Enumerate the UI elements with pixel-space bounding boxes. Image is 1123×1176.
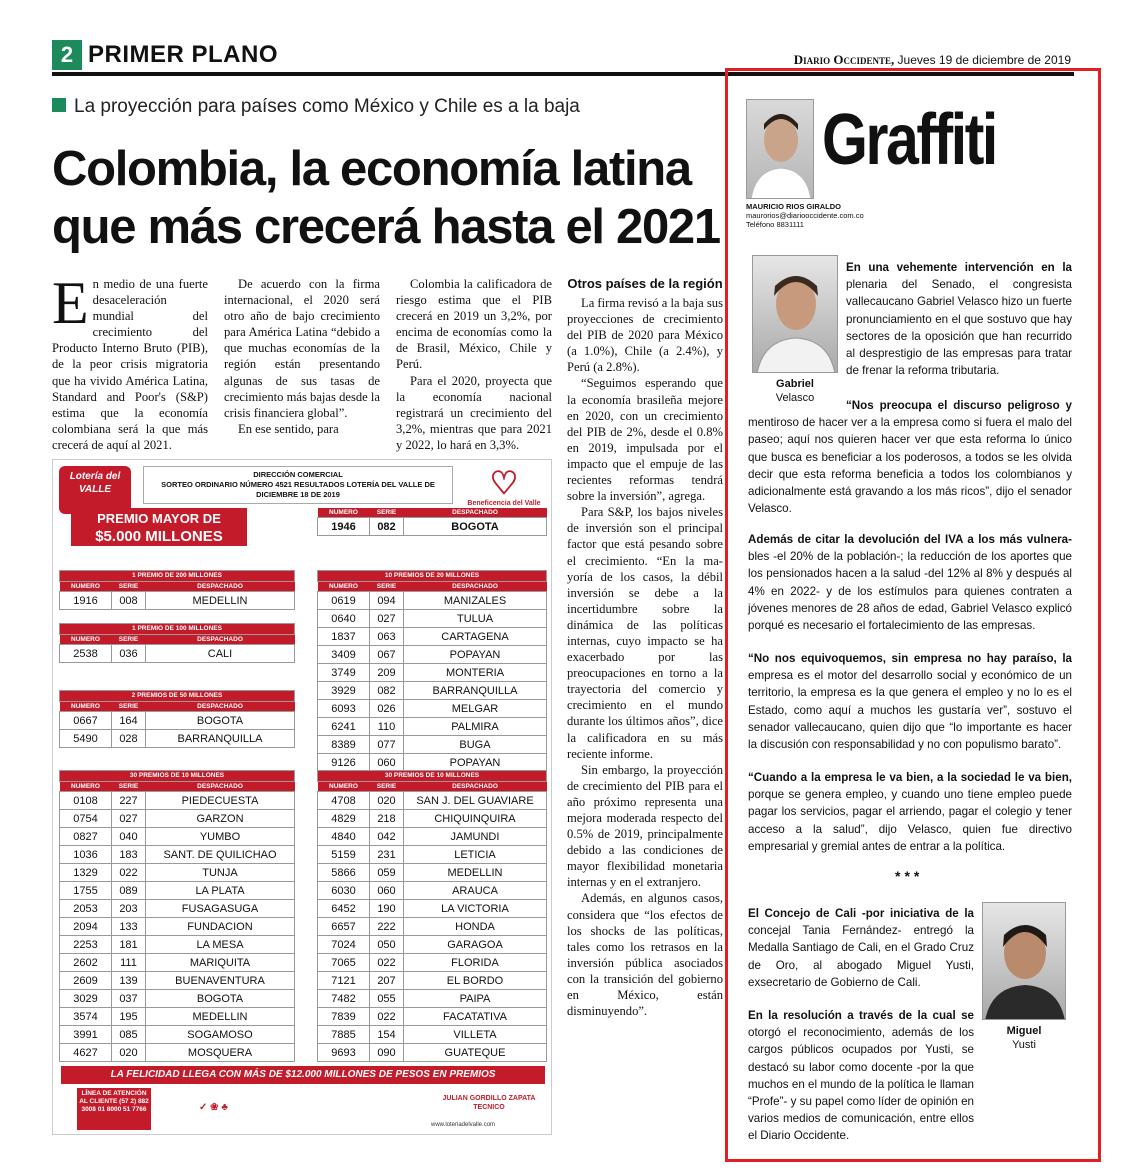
cell-serie: 231	[370, 846, 404, 864]
table-row	[318, 1008, 547, 1026]
graffiti-paragraph	[748, 769, 1072, 855]
ad-footer-banner: LA FELICIDAD LLEGA CON MÁS DE $12.000 MILLONES DE PESOS EN PREMIOS	[61, 1066, 545, 1084]
cell-serie: 110	[370, 718, 404, 736]
caption-surname: Velasco	[775, 392, 815, 404]
cell-despachado: PALMIRA	[404, 718, 547, 736]
table-20-millones	[317, 570, 547, 772]
table-row	[318, 1026, 547, 1044]
table-row	[60, 936, 295, 954]
table-row	[60, 1026, 295, 1044]
table-row	[60, 810, 295, 828]
cell-numero: 1946	[318, 518, 370, 536]
table-row	[60, 730, 295, 748]
cell-serie: 227	[112, 792, 146, 810]
graffiti-paragraph	[748, 397, 1072, 517]
prize-tier-title: 30 PREMIOS DE 10 MILLONES	[60, 771, 295, 782]
cell-despachado: CHIQUINQUIRA	[404, 810, 547, 828]
cell-numero: 5866	[318, 864, 370, 882]
cell-serie: 190	[370, 900, 404, 918]
table-row	[318, 882, 547, 900]
lottery-logo: Lotería del VALLE	[59, 466, 131, 514]
table-row	[318, 700, 547, 718]
table-row	[60, 592, 295, 610]
cell-serie: 040	[112, 828, 146, 846]
cell-numero: 0619	[318, 592, 370, 610]
article-column-3	[396, 276, 552, 453]
graffiti-title: Graffiti	[822, 100, 996, 180]
lead-bold: “Nos preocupa el discurso peligroso y	[846, 399, 1072, 412]
table-row	[60, 900, 295, 918]
cell-serie: 082	[370, 518, 404, 536]
article-paragraph: La firma revisó a la baja sus proyecciones de crecimiento del PIB de 2020 para México (a 1.0%), Chile (a 2.4%), y Perú (a 2.8%).	[567, 296, 723, 375]
col-header-serie: SERIE	[370, 782, 404, 792]
cell-serie: 022	[112, 864, 146, 882]
cell-serie: 060	[370, 754, 404, 772]
table-200-millones	[59, 570, 295, 610]
cell-numero: 4840	[318, 828, 370, 846]
paragraph-text: bles -el 20% de la población-; la reducción de los aportes que los pensionados hacen a la salud -del 12% al 8% y después al 4% en 2022- y de los estímulos para quienes contraten a jóvenes menores de 28 años de edad, Gabriel Velasco explicó porqué es necesario el fortalecimiento de las empresas.	[748, 550, 1072, 633]
brand-caption: Beneficencia del Valle	[467, 500, 541, 507]
prize-tier-title: 2 PREMIOS DE 50 MILLONES	[60, 691, 295, 702]
table-row	[318, 828, 547, 846]
cell-despachado: FUNDACION	[146, 918, 295, 936]
graffiti-paragraph	[748, 905, 974, 991]
caption-name: Gabriel	[776, 378, 814, 390]
col-header-despachado: DESPACHADO	[404, 782, 547, 792]
table-row	[60, 882, 295, 900]
table-row	[60, 954, 295, 972]
author-phone: Teléfono 8831111	[746, 220, 804, 229]
cell-despachado: SANT. DE QUILICHAO	[146, 846, 295, 864]
photo-miguel-yusti	[982, 902, 1066, 1020]
cell-numero: 6452	[318, 900, 370, 918]
cell-despachado: MEDELLIN	[146, 592, 295, 610]
table-row	[60, 846, 295, 864]
lead-bold: “No nos equivoquemos, sin empresa no hay paraíso, la	[748, 652, 1072, 665]
cell-numero: 0827	[60, 828, 112, 846]
cell-numero: 2609	[60, 972, 112, 990]
cell-serie: 022	[370, 1008, 404, 1026]
section-title: PRIMER PLANO	[88, 41, 279, 68]
cell-serie: 026	[370, 700, 404, 718]
table-row	[318, 518, 547, 536]
prize-tier-title: 10 PREMIOS DE 20 MILLONES	[318, 571, 547, 582]
cell-despachado: POPAYAN	[404, 754, 547, 772]
kicker	[52, 96, 580, 118]
col-header-despachado: DESPACHADO	[404, 508, 547, 518]
table-row	[318, 972, 547, 990]
cell-serie: 133	[112, 918, 146, 936]
ad-header	[143, 466, 453, 504]
cell-numero: 5490	[60, 730, 112, 748]
sponsor-logos-icon: ✓ ❀ ♣	[199, 1102, 228, 1113]
table-50-millones	[59, 690, 295, 748]
paragraph-text: porque se genera empleo, y cuando uno tiene empleo puede pagar los servicios, pagar el arriendo, pagar el colegio y tener acceso a la salud”, dijo Velasco, quien fue directivo empresarial y gremial antes de entrar a la política.	[748, 788, 1072, 853]
cell-serie: 195	[112, 1008, 146, 1026]
table-row	[60, 828, 295, 846]
cell-despachado: BOGOTA	[146, 990, 295, 1008]
cell-numero: 1329	[60, 864, 112, 882]
author-photo	[746, 99, 814, 199]
cell-numero: 7482	[318, 990, 370, 1008]
cell-despachado: MONTERIA	[404, 664, 547, 682]
table-row	[318, 718, 547, 736]
cell-despachado: PIEDECUESTA	[146, 792, 295, 810]
article-paragraph: Además, en algunos casos, considera que “los efectos de los shocks de las políticas, tales como los retrasos en la inversión pública asociados con la transición del gobierno en México, están disminuyendo”.	[567, 891, 723, 1019]
cell-numero: 7065	[318, 954, 370, 972]
table-row	[318, 1044, 547, 1062]
graffiti-paragraph	[748, 531, 1072, 634]
cell-despachado: BOGOTA	[404, 518, 547, 536]
prize-tier-title: 1 PREMIO DE 100 MILLONES	[60, 624, 295, 635]
cell-despachado: LA VICTORIA	[404, 900, 547, 918]
cell-despachado: TULUA	[404, 610, 547, 628]
cell-numero: 8389	[318, 736, 370, 754]
table-row	[60, 864, 295, 882]
col-header-despachado: DESPACHADO	[404, 582, 547, 592]
col-header-numero: NUMERO	[318, 582, 370, 592]
table-row	[60, 792, 295, 810]
table-row	[318, 628, 547, 646]
table-row	[318, 864, 547, 882]
cell-serie: 218	[370, 810, 404, 828]
table-row	[318, 918, 547, 936]
headline: Colombia, la economía latina que más crecerá hasta el 2021	[52, 142, 720, 254]
article-paragraph: n medio de una fuerte desaceleración mundial del crecimiento del Producto Interno Bruto (PIB), de la peor crisis migratoria que ha vivido América Latina, Standard and Poor's (S&P) estima que la economía colombiana será la que más crecerá de aquí al 2021.	[52, 277, 208, 452]
col-header-numero: NUMERO	[318, 508, 370, 518]
cell-serie: 090	[370, 1044, 404, 1062]
article-paragraph: “Seguimos esperando que la economía brasileña mejore en 2020, con un crecimiento del PIB de 2%, desde el 0.8% en 2019, impulsada por el impacto que el empuje de las recientes reformas tendrá sobre la inversión”, agrega.	[567, 376, 723, 504]
cell-numero: 3409	[318, 646, 370, 664]
cell-despachado: ARAUCA	[404, 882, 547, 900]
cell-serie: 022	[370, 954, 404, 972]
cell-despachado: BOGOTA	[146, 712, 295, 730]
cell-serie: 059	[370, 864, 404, 882]
cell-numero: 3991	[60, 1026, 112, 1044]
article-paragraph: De acuerdo con la firma internacional, el 2020 será otro año de bajo crecimiento para América Latina “debido a que muchas economías de la región están presentando algunas de sus tasas de crecimiento más bajas desde la crisis financiera global”.	[224, 277, 380, 420]
cell-numero: 0640	[318, 610, 370, 628]
col-header-despachado: DESPACHADO	[146, 702, 295, 712]
cell-numero: 6030	[318, 882, 370, 900]
person-portrait-icon	[753, 256, 838, 373]
table-row	[318, 592, 547, 610]
table-row	[318, 682, 547, 700]
person-portrait-icon	[747, 100, 814, 199]
square-bullet-icon	[52, 98, 66, 112]
cell-serie: 207	[370, 972, 404, 990]
cell-numero: 5159	[318, 846, 370, 864]
cell-serie: 020	[370, 792, 404, 810]
cell-serie: 085	[112, 1026, 146, 1044]
masthead	[794, 52, 1071, 68]
cell-serie: 164	[112, 712, 146, 730]
cell-numero: 4627	[60, 1044, 112, 1062]
cell-numero: 9126	[318, 754, 370, 772]
cell-despachado: HONDA	[404, 918, 547, 936]
cell-numero: 7024	[318, 936, 370, 954]
cell-numero: 6241	[318, 718, 370, 736]
cell-numero: 2538	[60, 645, 112, 663]
table-row	[318, 900, 547, 918]
caption-surname: Yusti	[1012, 1039, 1036, 1051]
table-row	[60, 990, 295, 1008]
cell-serie: 028	[112, 730, 146, 748]
col-header-numero: NUMERO	[60, 582, 112, 592]
paragraph-text: concejal Tania Fernández- entregó la Medalla Santiago de Cali, en el Grado Cruz de Oro, al abogado Miguel Yusti, exsecretario de Gobierno de Cali.	[748, 924, 974, 989]
page-number: 2	[52, 40, 82, 70]
cell-despachado: JAMUNDI	[404, 828, 547, 846]
table-row	[318, 610, 547, 628]
table-100-millones	[59, 623, 295, 663]
col-header-serie: SERIE	[112, 635, 146, 645]
cell-serie: 037	[112, 990, 146, 1008]
cell-despachado: SAN J. DEL GUAVIARE	[404, 792, 547, 810]
cell-despachado: MEDELLIN	[146, 1008, 295, 1026]
cell-despachado: CALI	[146, 645, 295, 663]
premio-mayor-label: PREMIO MAYOR DE	[97, 511, 221, 526]
cell-despachado: BARRANQUILLA	[146, 730, 295, 748]
lead-bold: “Cuando a la empresa le va bien, a la sociedad le va bien,	[748, 771, 1072, 784]
cell-despachado: LA PLATA	[146, 882, 295, 900]
cell-despachado: FUSAGASUGA	[146, 900, 295, 918]
cell-numero: 4829	[318, 810, 370, 828]
cell-numero: 0108	[60, 792, 112, 810]
table-10-millones-left	[59, 770, 295, 1062]
graffiti-paragraph	[846, 259, 1072, 379]
cell-despachado: CARTAGENA	[404, 628, 547, 646]
article-paragraph: Para el 2020, proyecta que la economía nacional registrará un crecimiento del 3,2%, mientras que para 2021 y 2022, lo hará en 3,3%.	[396, 373, 552, 452]
cell-despachado: PAIPA	[404, 990, 547, 1008]
ad-header-line2: SORTEO ORDINARIO NÚMERO 4521 RESULTADOS LOTERÍA DEL VALLE DE DICIEMBRE 18 DE 2019	[161, 480, 435, 499]
column-subhead: Otros países de la región	[567, 276, 723, 291]
prize-tier-title: 30 PREMIOS DE 10 MILLONES	[318, 771, 547, 782]
col-header-serie: SERIE	[112, 782, 146, 792]
manager-name: JULIAN GORDILLO ZAPATA	[442, 1095, 536, 1102]
table-row	[318, 810, 547, 828]
graffiti-paragraph	[748, 650, 1072, 753]
paragraph-text: mentiroso de hacer ver a la empresa como si fuera el malo del paseo; aquí nos quieren hacer ver que esta reforma lo único que busca es beneficiar a los poderosos, a todos se les olvida decir que esta reforma beneficia a todos los colombianos y adicionalmente está gravando a los más ricos”, dijo el senador Velasco.	[748, 416, 1072, 516]
cell-serie: 050	[370, 936, 404, 954]
col-header-despachado: DESPACHADO	[146, 582, 295, 592]
table-row	[60, 1044, 295, 1062]
cell-serie: 077	[370, 736, 404, 754]
cell-serie: 089	[112, 882, 146, 900]
cell-numero: 6657	[318, 918, 370, 936]
cell-serie: 067	[370, 646, 404, 664]
cell-numero: 3029	[60, 990, 112, 1008]
table-row	[318, 646, 547, 664]
table-10-millones-right	[317, 770, 547, 1062]
cell-numero: 1755	[60, 882, 112, 900]
cell-numero: 2053	[60, 900, 112, 918]
table-row	[60, 918, 295, 936]
lead-bold: En una vehemente intervención en la	[846, 261, 1072, 274]
cell-numero: 3929	[318, 682, 370, 700]
cell-serie: 027	[370, 610, 404, 628]
table-premio-mayor	[317, 508, 547, 536]
cell-despachado: GUATEQUE	[404, 1044, 547, 1062]
cell-numero: 9693	[318, 1044, 370, 1062]
cell-despachado: SOGAMOSO	[146, 1026, 295, 1044]
drop-cap: E	[52, 270, 89, 336]
cell-despachado: BUENAVENTURA	[146, 972, 295, 990]
cell-serie: 020	[112, 1044, 146, 1062]
cell-serie: 181	[112, 936, 146, 954]
article-paragraph: Colombia la calificadora de riesgo estima que el PIB crecerá en 2019 un 3,2%, por encima de economías como la de Brasil, México, Chile y Perú.	[396, 277, 552, 372]
cell-despachado: MARIQUITA	[146, 954, 295, 972]
caption-name: Miguel	[1006, 1025, 1042, 1037]
photo-gabriel-velasco	[752, 255, 838, 373]
cell-serie: 055	[370, 990, 404, 1008]
cell-numero: 2602	[60, 954, 112, 972]
cell-numero: 7121	[318, 972, 370, 990]
cell-serie: 183	[112, 846, 146, 864]
cell-numero: 0754	[60, 810, 112, 828]
cell-numero: 2253	[60, 936, 112, 954]
col-header-despachado: DESPACHADO	[146, 635, 295, 645]
ad-contact: LÍNEA DE ATENCIÓN AL CLIENTE (57 2) 882 3008 01 8000 51 7766	[77, 1088, 151, 1130]
cell-despachado: MOSQUERA	[146, 1044, 295, 1062]
premio-mayor-amount: $5.000 MILLONES	[95, 528, 223, 545]
cell-despachado: LETICIA	[404, 846, 547, 864]
cell-serie: 111	[112, 954, 146, 972]
cell-serie: 063	[370, 628, 404, 646]
table-row	[318, 792, 547, 810]
table-row	[318, 936, 547, 954]
table-row	[60, 645, 295, 663]
cell-numero: 1837	[318, 628, 370, 646]
cell-serie: 094	[370, 592, 404, 610]
cell-numero: 1036	[60, 846, 112, 864]
table-row	[60, 972, 295, 990]
paragraph-text: empresa es el motor del desarrollo social y económico de un territorio, la empresa es la que genera el empleo y no lo es el Estado, como aquí a muchos les gustaría ver”, sostuvo el senador vallecaucano, quien dijo que “lo importante es hacer la discusión con responsabilidad y no con populismo barato”.	[748, 669, 1072, 752]
cell-despachado: FLORIDA	[404, 954, 547, 972]
table-row	[318, 736, 547, 754]
cell-despachado: GARZON	[146, 810, 295, 828]
table-row	[318, 754, 547, 772]
cell-despachado: LA MESA	[146, 936, 295, 954]
graffiti-paragraph	[748, 1007, 974, 1145]
col-header-serie: SERIE	[112, 582, 146, 592]
col-header-despachado: DESPACHADO	[146, 782, 295, 792]
cell-serie: 203	[112, 900, 146, 918]
newspaper-name: Diario Occidente,	[793, 52, 895, 67]
article-column-4	[567, 276, 723, 1019]
cell-serie: 209	[370, 664, 404, 682]
cell-despachado: YUMBO	[146, 828, 295, 846]
cell-serie: 060	[370, 882, 404, 900]
paragraph-text: otorgó el reconocimiento, además de los cargos públicos ocupados por Yusti, se destacó su labor como docente -por la que muchos en el mundo de la política le llaman “Profe”- y su papel como líder de opinión en varios medios de comunicación, entre ellos el Diario Occidente.	[748, 1026, 974, 1143]
cell-numero: 2094	[60, 918, 112, 936]
cell-numero: 0667	[60, 712, 112, 730]
lottery-ad	[52, 459, 552, 1135]
cell-numero: 3749	[318, 664, 370, 682]
cell-serie: 008	[112, 592, 146, 610]
cell-serie: 222	[370, 918, 404, 936]
cell-despachado: BUGA	[404, 736, 547, 754]
prize-tier-title: 1 PREMIO DE 200 MILLONES	[60, 571, 295, 582]
cell-despachado: MANIZALES	[404, 592, 547, 610]
manager-role: TECNICO	[473, 1104, 505, 1111]
col-header-numero: NUMERO	[60, 702, 112, 712]
cell-serie: 139	[112, 972, 146, 990]
cell-serie: 027	[112, 810, 146, 828]
kicker-text: La proyección para países como México y Chile es a la baja	[74, 96, 580, 117]
cell-serie: 042	[370, 828, 404, 846]
table-row	[318, 990, 547, 1008]
author-name: MAURICIO RIOS GIRALDO	[746, 202, 841, 211]
author-email[interactable]: maurorios@diariooccidente.com.co	[746, 211, 864, 220]
ad-manager	[429, 1094, 549, 1112]
cell-numero: 7885	[318, 1026, 370, 1044]
cell-numero: 3574	[60, 1008, 112, 1026]
ad-url[interactable]: www.loteriadelvalle.com	[431, 1122, 496, 1128]
article-column-2	[224, 276, 380, 437]
table-row	[318, 846, 547, 864]
article-column-1	[52, 270, 208, 453]
table-row	[318, 664, 547, 682]
separator-stars: ***	[895, 868, 924, 884]
cell-despachado: MEDELLIN	[404, 864, 547, 882]
cell-numero: 1916	[60, 592, 112, 610]
col-header-serie: SERIE	[370, 582, 404, 592]
table-row	[60, 1008, 295, 1026]
cell-numero: 4708	[318, 792, 370, 810]
cell-despachado: VILLETA	[404, 1026, 547, 1044]
col-header-numero: NUMERO	[60, 635, 112, 645]
cell-numero: 7839	[318, 1008, 370, 1026]
col-header-numero: NUMERO	[318, 782, 370, 792]
lead-bold: Además de citar la devolución del IVA a los más vulnera-	[748, 533, 1072, 546]
article-paragraph: En ese sentido, para	[238, 421, 339, 436]
heart-v-icon: ♡	[489, 465, 519, 501]
paragraph-text: plenaria del Senado, el congresista vallecaucano Gabriel Velasco hizo un fuerte pronunciamiento en el que sostuvo que hay sectores de la oposición que han recurrido al desprestigio de las empresas para tratar de frenar la reforma tributaria.	[846, 278, 1072, 378]
cell-despachado: BARRANQUILLA	[404, 682, 547, 700]
col-header-serie: SERIE	[370, 508, 404, 518]
cell-despachado: MELGAR	[404, 700, 547, 718]
cell-serie: 154	[370, 1026, 404, 1044]
article-paragraph: Para S&P, los bajos niveles de inversión son el principal factor que está pesando sobre el crecimiento. “En la ma-yoría de los casos, la débil inversión se debe a la incertidumbre sobre la dinámica de las políticas internas, cuyo impacto se ha exacerbado por las preocupaciones en torno a la trayectoria del comercio y crecimiento en el mundo durante los últimos años”, dice la calificadora en su más reciente informe.	[567, 505, 723, 761]
cell-despachado: FACATATIVA	[404, 1008, 547, 1026]
ad-header-line1: DIRECCIÓN COMERCIAL	[253, 470, 343, 479]
lead-bold: El Concejo de Cali -por iniciativa de la	[748, 907, 974, 920]
table-row	[318, 954, 547, 972]
cell-serie: 082	[370, 682, 404, 700]
cell-numero: 6093	[318, 700, 370, 718]
person-portrait-icon	[983, 903, 1066, 1020]
lead-bold: En la resolución a través de la cual se	[748, 1009, 974, 1022]
col-header-serie: SERIE	[112, 702, 146, 712]
beneficencia-logo	[467, 466, 541, 510]
cell-despachado: GARAGOA	[404, 936, 547, 954]
article-paragraph: Sin embargo, la proyección de crecimiento del PIB para el año próximo representa una mejora moderada respecto del 0.5% de 2019, principalmente debido a las condiciones de mayor flexibilidad monetaria internas y en el extranjero.	[567, 762, 723, 890]
issue-date: Jueves 19 de diciembre de 2019	[897, 53, 1071, 67]
cell-despachado: TUNJA	[146, 864, 295, 882]
premio-mayor-banner	[71, 508, 247, 546]
cell-serie: 036	[112, 645, 146, 663]
cell-despachado: EL BORDO	[404, 972, 547, 990]
cell-despachado: POPAYAN	[404, 646, 547, 664]
table-row	[60, 712, 295, 730]
col-header-numero: NUMERO	[60, 782, 112, 792]
